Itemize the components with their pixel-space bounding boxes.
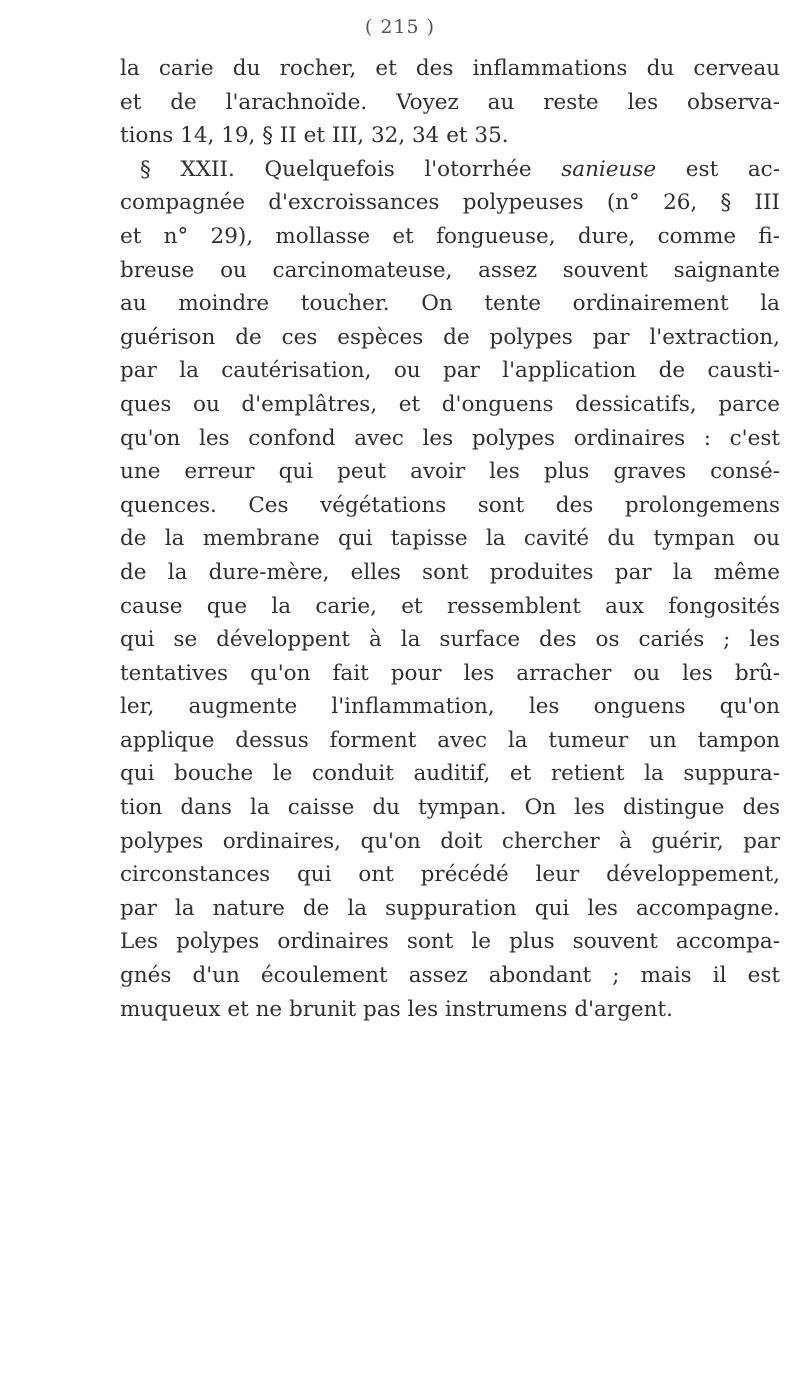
text-line: breuse ou carcinomateuse, assez souvent saignante [120,257,780,283]
text-line: circonstances qui ont précédé leur développement, [120,862,780,888]
text-line: et n° 29), mollasse et fongueuse, dure, comme fi- [120,223,780,249]
text-fragment: § XXII. Quelquefois l'otorrhée [140,156,562,182]
text-line: ler, augmente l'inflammation, les onguens qu'on [120,694,780,720]
body-text [120,52,780,1026]
text-line: qui se développent à la surface des os cariés ; les [120,627,780,653]
text-line: gnés d'un écoulement assez abondant ; mais il est [120,963,780,989]
text-line: polypes ordinaires, qu'on doit chercher à guérir, par [120,828,780,854]
text-line-section-start [120,153,780,187]
text-line: qu'on les confond avec les polypes ordinaires : c'est [120,425,780,451]
text-line: de la dure-mère, elles sont produites par la même [120,559,780,585]
text-line: une erreur qui peut avoir les plus graves consé- [120,459,780,485]
text-line: par la nature de la suppuration qui les accompagne. [120,895,780,921]
text-line: qui bouche le conduit auditif, et retient la suppura- [120,761,780,787]
text-line: compagnée d'excroissances polypeuses (n° 26, § III [120,190,780,216]
text-line: applique dessus forment avec la tumeur un tampon [120,727,780,753]
text-line: la carie du rocher, et des inflammations du cerveau [120,56,780,81]
text-line: tions 14, 19, § II et III, 32, 34 et 35. [120,123,509,149]
text-line: quences. Ces végétations sont des prolongemens [120,492,780,518]
text-line: au moindre toucher. On tente ordinairement la [120,291,780,317]
text-fragment: est ac- [656,156,780,182]
text-line: guérison de ces espèces de polypes par l'extraction, [120,324,780,350]
text-line: de la membrane qui tapisse la cavité du tympan ou [120,526,780,552]
text-line: et de l'arachnoïde. Voyez au reste les observa- [120,89,780,115]
text-line: ques ou d'emplâtres, et d'onguens dessicatifs, parce [120,391,780,417]
text-line: tion dans la caisse du tympan. On les distingue des [120,795,780,821]
italic-word: sanieuse [561,156,657,182]
text-line: Les polypes ordinaires sont le plus souvent accompa- [120,929,780,955]
text-line: cause que la carie, et ressemblent aux fongosités [120,593,780,619]
text-line: muqueux et ne brunit pas les instrumens d'argent. [120,996,673,1022]
page-number: ( 215 ) [364,16,436,38]
text-line: par la cautérisation, ou par l'application de causti- [120,358,780,384]
text-line: tentatives qu'on fait pour les arracher ou les brû- [120,660,780,686]
